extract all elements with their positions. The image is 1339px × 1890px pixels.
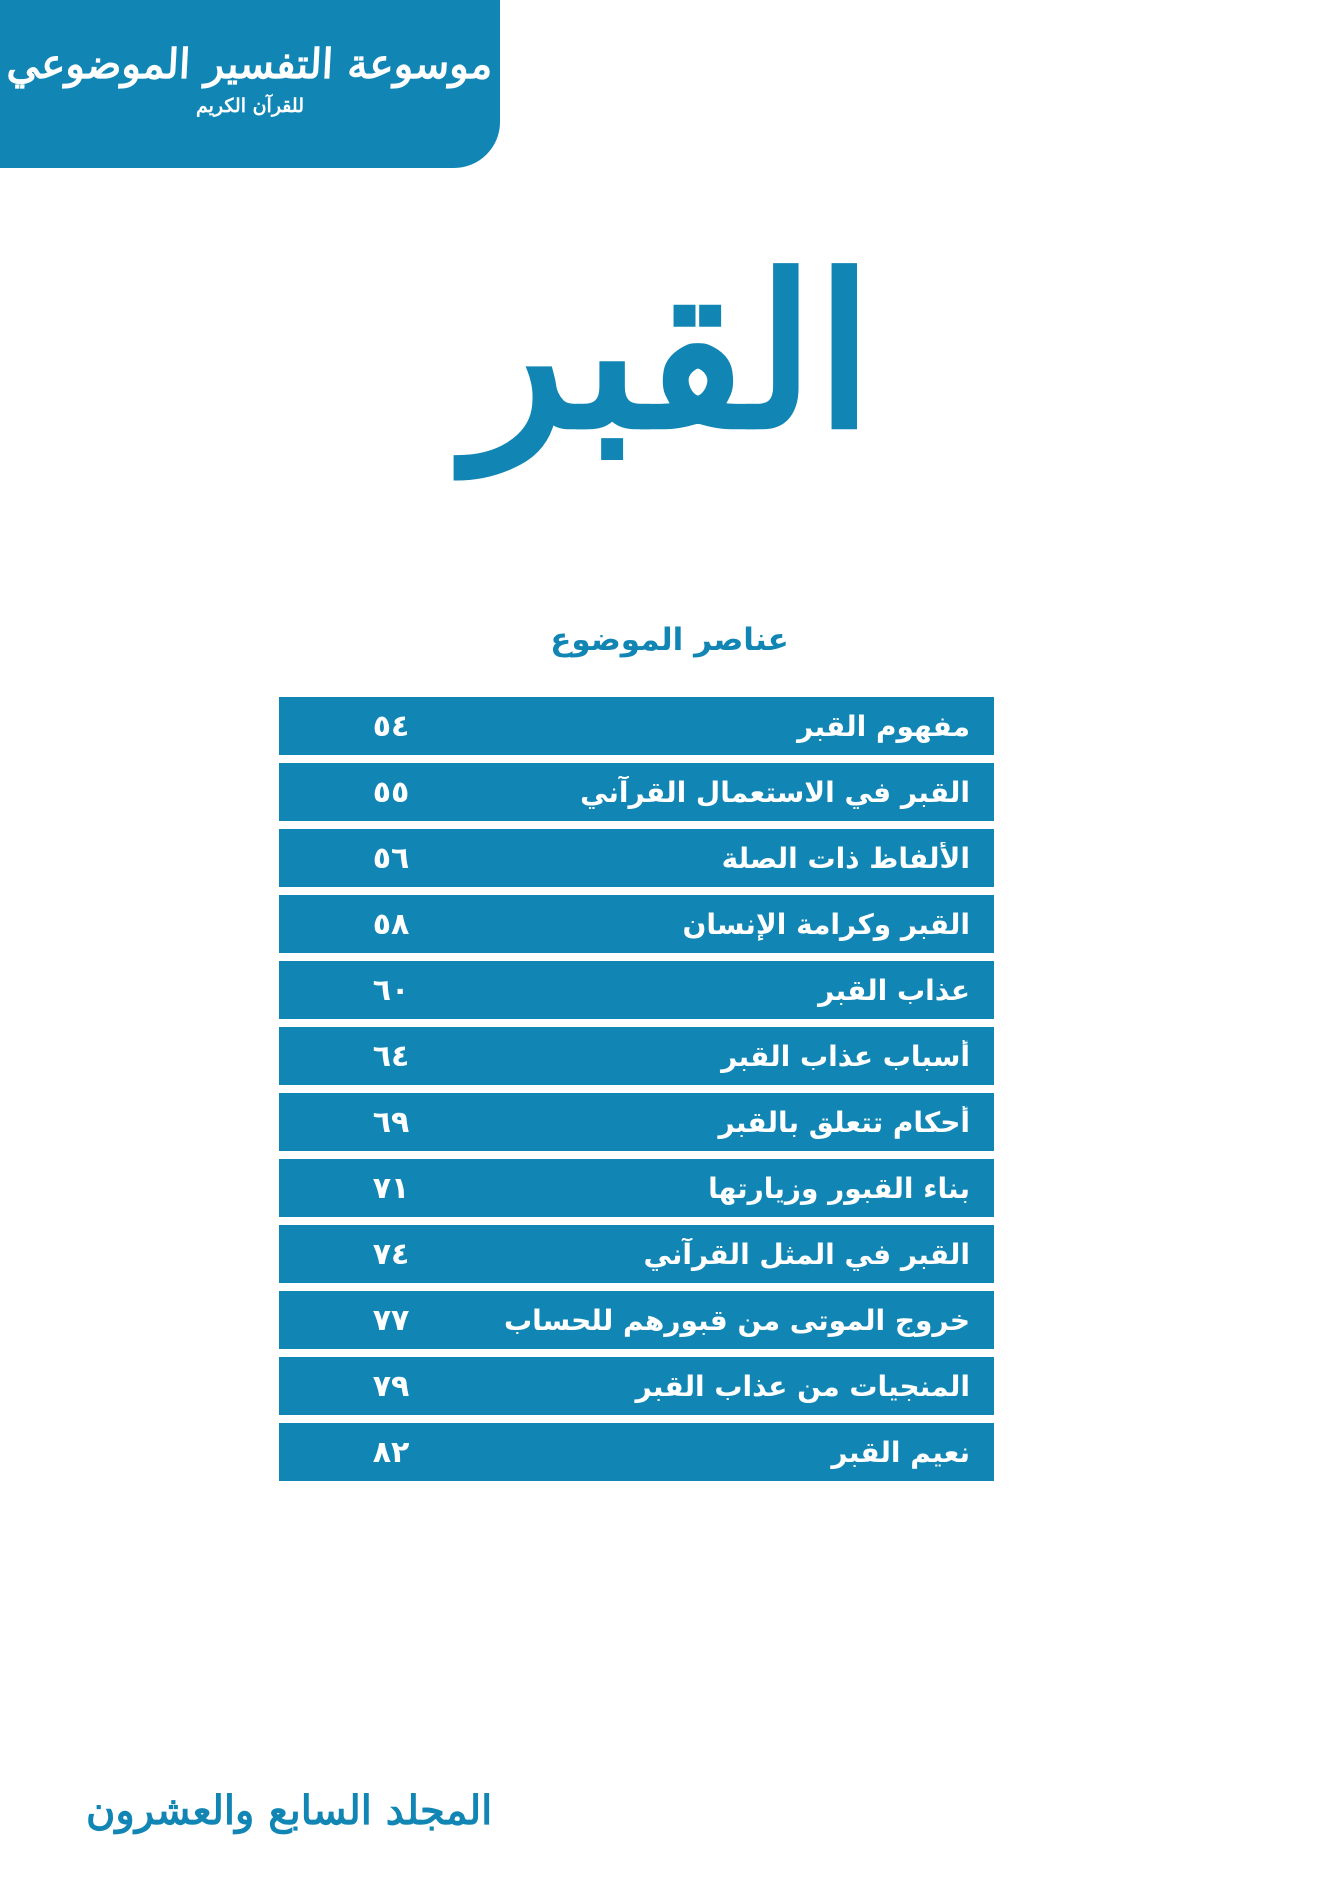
- page-title: القبر: [465, 229, 874, 476]
- toc-item-label: خروج الموتى من قبورهم للحساب: [503, 1303, 970, 1337]
- list-item[interactable]: [279, 1423, 994, 1481]
- toc-item-page: ٧٩: [372, 1368, 410, 1404]
- toc-item-page: ٧١: [372, 1170, 410, 1206]
- list-item[interactable]: [279, 1159, 994, 1217]
- logo-subtitle: للقرآن الكريم: [196, 94, 304, 117]
- list-item[interactable]: [279, 1357, 994, 1415]
- toc-item-label: الألفاظ ذات الصلة: [721, 841, 970, 875]
- list-item[interactable]: [279, 763, 994, 821]
- list-item[interactable]: [279, 1225, 994, 1283]
- toc-item-page: ٦٠: [372, 972, 410, 1008]
- list-item[interactable]: [279, 895, 994, 953]
- list-item[interactable]: [279, 829, 994, 887]
- toc-item-label: بناء القبور وزيارتها: [708, 1171, 970, 1205]
- toc-item-label: المنجيات من عذاب القبر: [635, 1369, 970, 1403]
- toc-item-label: أحكام تتعلق بالقبر: [718, 1105, 970, 1139]
- toc-item-page: ٧٧: [372, 1302, 410, 1338]
- toc-item-label: القبر وكرامة الإنسان: [682, 907, 970, 941]
- toc-item-page: ٥٦: [372, 840, 410, 876]
- toc-item-label: مفهوم القبر: [797, 709, 970, 743]
- toc-item-page: ٥٤: [372, 708, 410, 744]
- logo-title: موسوعة التفسير الموضوعي: [5, 39, 495, 88]
- volume-label: المجلد السابع والعشرون: [86, 1787, 493, 1834]
- table-of-contents: [279, 697, 994, 1489]
- toc-item-label: القبر في المثل القرآني: [643, 1237, 970, 1271]
- list-item[interactable]: [279, 961, 994, 1019]
- toc-item-label: القبر في الاستعمال القرآني: [580, 775, 970, 809]
- toc-item-label: أسباب عذاب القبر: [721, 1039, 970, 1073]
- list-item[interactable]: [279, 1291, 994, 1349]
- toc-item-page: ٧٤: [372, 1236, 410, 1272]
- toc-item-label: نعيم القبر: [831, 1435, 970, 1469]
- section-subtitle: عناصر الموضوع: [550, 622, 789, 658]
- toc-item-page: ٥٨: [372, 906, 410, 942]
- list-item[interactable]: [279, 697, 994, 755]
- toc-item-page: ٦٤: [372, 1038, 410, 1074]
- toc-item-page: ٥٥: [372, 774, 410, 810]
- list-item[interactable]: [279, 1093, 994, 1151]
- list-item[interactable]: [279, 1027, 994, 1085]
- toc-item-label: عذاب القبر: [818, 973, 970, 1007]
- encyclopedia-logo-badge: [0, 0, 500, 168]
- toc-item-page: ٦٩: [372, 1104, 410, 1140]
- toc-item-page: ٨٢: [372, 1434, 410, 1470]
